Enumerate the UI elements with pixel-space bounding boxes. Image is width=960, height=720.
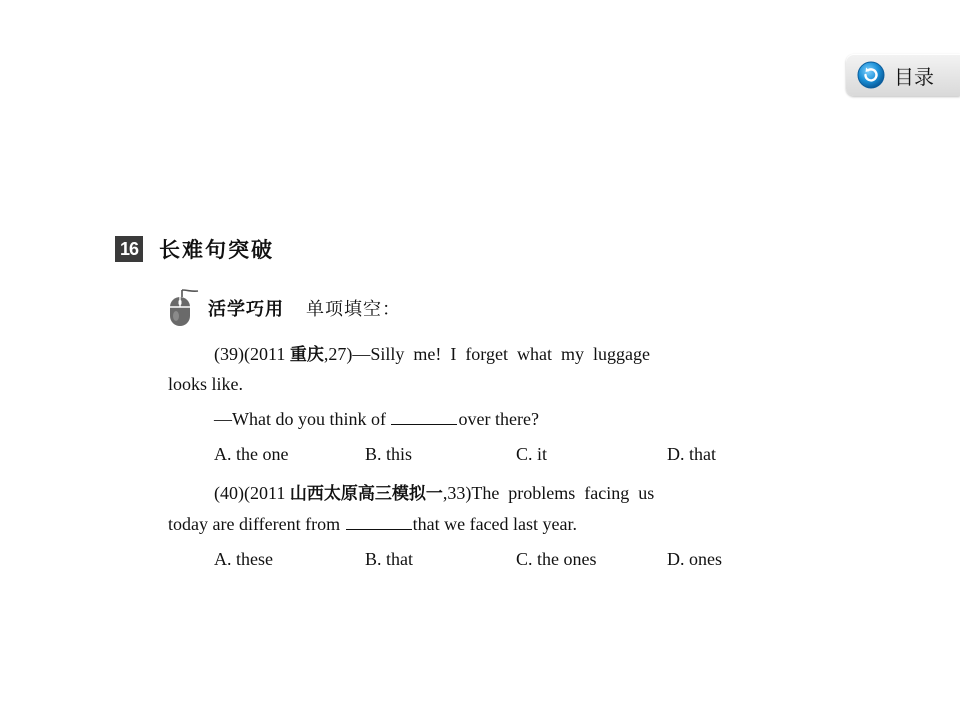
refresh-circle-icon (856, 60, 886, 90)
mouse-icon (164, 288, 200, 328)
question-39-dialog (214, 409, 539, 430)
question-40-suffix: ,33)The problems facing us (442, 483, 655, 503)
question-39-dialog-before: —What do you think of (214, 409, 391, 429)
option-b: B. that (365, 549, 413, 569)
question-40-line2-before: today are different from (168, 514, 345, 534)
option-a: A. the one (214, 444, 289, 464)
option-a: A. these (214, 549, 273, 569)
question-39-source: 重庆 (289, 345, 324, 365)
toc-button[interactable] (846, 54, 960, 96)
option-c: C. it (516, 444, 548, 464)
question-40-line1 (214, 479, 654, 504)
question-40-prefix: (40)(2011 (214, 483, 290, 503)
question-39-suffix: ,27)—Silly me! I forget what my luggage (323, 344, 650, 364)
question-39-dialog-after: over there? (458, 409, 539, 429)
question-40-source: 山西太原高三模拟一 (289, 484, 443, 504)
question-40-line2-after: that we faced last year. (412, 514, 578, 534)
option-d: D. that (667, 444, 716, 464)
answer-blank (346, 515, 412, 530)
section-heading (115, 234, 274, 264)
option-d: D. ones (667, 549, 722, 569)
option-b: B. this (365, 444, 413, 464)
subheading-bold: 活学巧用 (208, 299, 284, 320)
question-39-line1 (214, 340, 650, 365)
section-title: 长难句突破 (159, 238, 274, 262)
question-39-options (214, 444, 818, 465)
subheading (164, 288, 401, 328)
option-c: C. the ones (516, 549, 597, 569)
question-39-line2: looks like. (168, 374, 243, 394)
answer-blank (391, 410, 457, 425)
question-40-line2 (168, 514, 577, 535)
section-number: 16 (115, 236, 143, 262)
question-39-prefix: (39)(2011 (214, 344, 290, 364)
toc-label: 目录 (894, 64, 934, 89)
question-40-options (214, 549, 818, 570)
subheading-instruction: 单项填空： (306, 299, 401, 320)
